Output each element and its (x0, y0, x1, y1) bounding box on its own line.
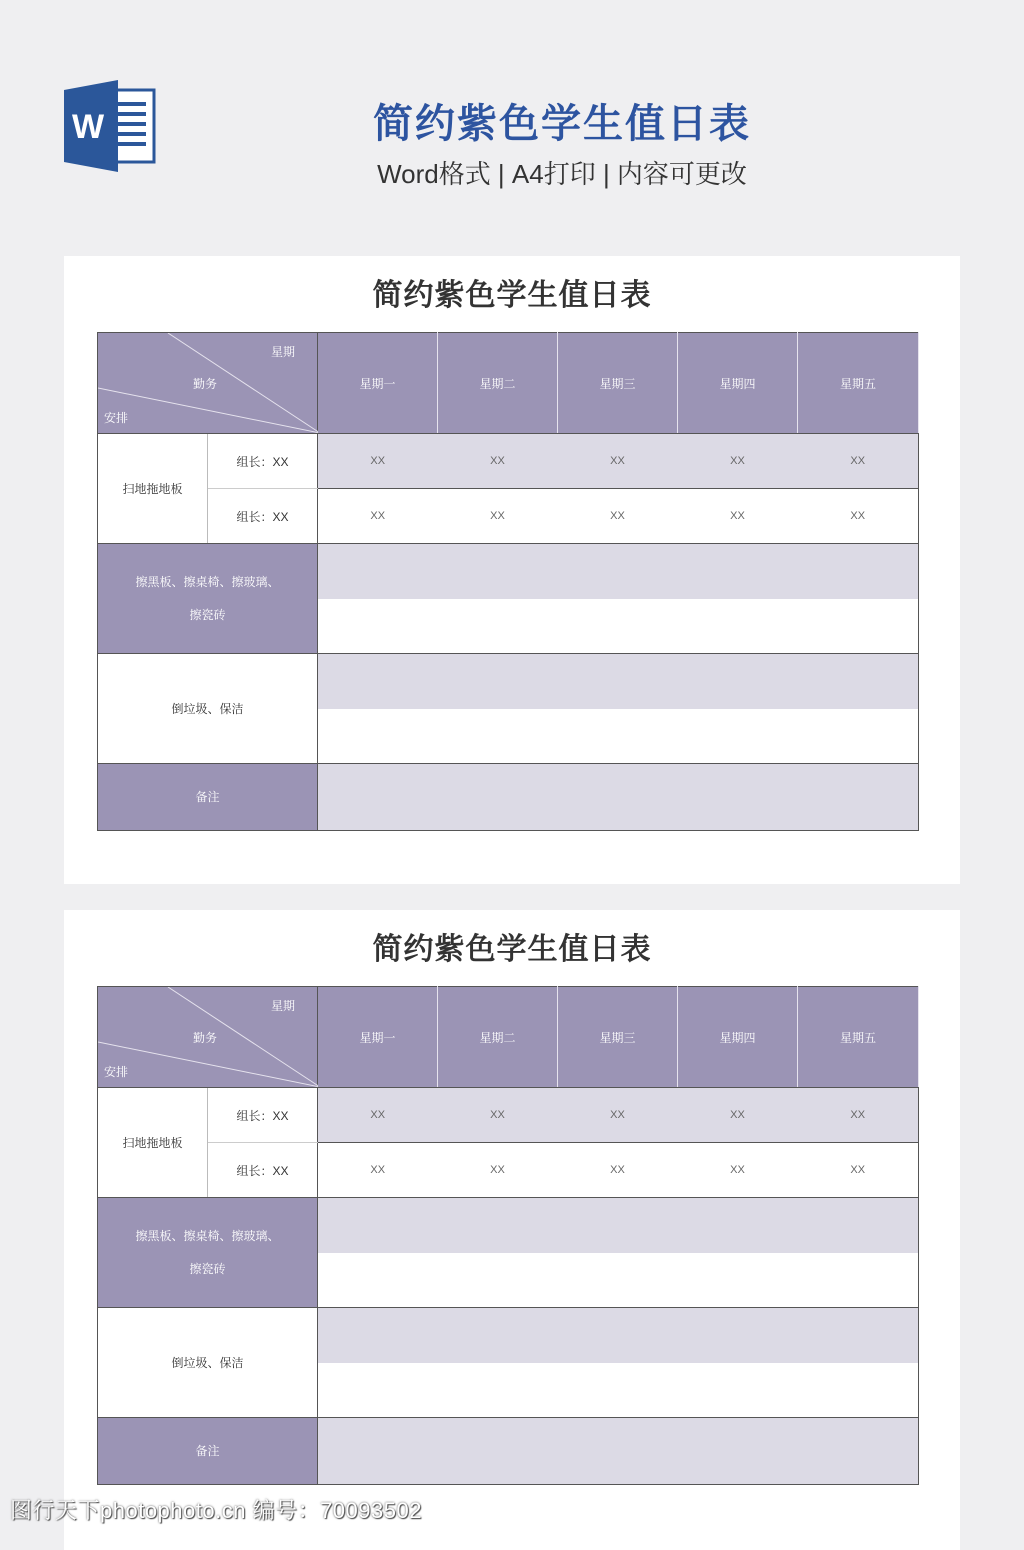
duty-cell: XX (678, 434, 798, 489)
task-label-wipe-line2: 擦瓷砖 (189, 607, 226, 622)
duty-sheet-1 (64, 256, 960, 884)
day-header-thu: 星期四 (678, 333, 798, 434)
table-row (98, 1143, 919, 1198)
page-subtitle: Word格式 | A4打印 | 内容可更改 (377, 159, 747, 189)
duty-cell: XX (438, 1143, 558, 1198)
duty-area (318, 599, 919, 654)
task-label-sweep: 扫地拖地板 (98, 1088, 208, 1198)
day-header-thu: 星期四 (678, 987, 798, 1088)
notes-label: 备注 (98, 1418, 318, 1485)
duty-cell: XX (558, 1088, 678, 1143)
day-header-tue: 星期二 (438, 987, 558, 1088)
leader-label: 组长：XX (208, 1088, 318, 1143)
task-label-trash: 倒垃圾、保洁 (98, 1308, 318, 1418)
duty-area (318, 544, 919, 599)
task-label-wipe-line2: 擦瓷砖 (189, 1261, 226, 1276)
duty-sheet-2 (64, 910, 960, 1550)
page-header (0, 0, 1024, 240)
task-label-wipe-line1: 擦黑板、擦桌椅、擦玻璃、 (135, 1228, 280, 1243)
sheet-title: 简约紫色学生值日表 (372, 933, 652, 966)
duty-cell: XX (558, 1143, 678, 1198)
duty-table (97, 332, 919, 831)
table-row (98, 654, 919, 709)
day-header-wed: 星期三 (558, 987, 678, 1088)
duty-cell: XX (318, 434, 438, 489)
word-logo-letter: W (71, 108, 105, 146)
duty-cell: XX (318, 1143, 438, 1198)
task-label-wipe (98, 1198, 318, 1308)
notes-area (318, 1418, 919, 1485)
leader-label: 组长：XX (208, 1143, 318, 1198)
notes-label: 备注 (98, 764, 318, 831)
table-row (98, 544, 919, 599)
duty-table (97, 986, 919, 1485)
leader-label: 组长：XX (208, 434, 318, 489)
day-header-mon: 星期一 (318, 987, 438, 1088)
corner-label-arrange: 安排 (104, 1065, 129, 1079)
leader-label: 组长：XX (208, 489, 318, 544)
duty-cell: XX (798, 434, 919, 489)
notes-area (318, 764, 919, 831)
task-label-wipe-line1: 擦黑板、擦桌椅、擦玻璃、 (135, 574, 280, 589)
table-header-row (98, 987, 919, 1088)
day-header-mon: 星期一 (318, 333, 438, 434)
duty-cell: XX (678, 1143, 798, 1198)
day-header-fri: 星期五 (798, 987, 919, 1088)
duty-cell: XX (678, 1088, 798, 1143)
page-title: 简约紫色学生值日表 (373, 102, 751, 146)
table-row (98, 764, 919, 831)
duty-cell: XX (678, 489, 798, 544)
duty-area (318, 709, 919, 764)
table-row (98, 1088, 919, 1143)
duty-cell: XX (438, 489, 558, 544)
duty-cell: XX (798, 489, 919, 544)
day-header-fri: 星期五 (798, 333, 919, 434)
duty-cell: XX (558, 489, 678, 544)
duty-cell: XX (798, 1088, 919, 1143)
duty-area (318, 1363, 919, 1418)
sheet-title: 简约紫色学生值日表 (372, 279, 652, 312)
duty-area (318, 1308, 919, 1363)
duty-cell: XX (438, 1088, 558, 1143)
corner-label-arrange: 安排 (104, 411, 129, 425)
corner-label-day: 星期 (270, 345, 295, 359)
duty-area (318, 654, 919, 709)
table-row (98, 1308, 919, 1363)
corner-label-task: 勤务 (193, 377, 218, 391)
task-label-sweep: 扫地拖地板 (98, 434, 208, 544)
duty-cell: XX (558, 434, 678, 489)
corner-header-cell (98, 333, 318, 434)
day-header-tue: 星期二 (438, 333, 558, 434)
duty-cell: XX (318, 489, 438, 544)
corner-label-day: 星期 (270, 999, 295, 1013)
duty-cell: XX (318, 1088, 438, 1143)
duty-area (318, 1198, 919, 1253)
table-header-row (98, 333, 919, 434)
table-row (98, 1198, 919, 1253)
duty-cell: XX (438, 434, 558, 489)
table-row (98, 489, 919, 544)
corner-header-cell (98, 987, 318, 1088)
corner-label-task: 勤务 (193, 1031, 218, 1045)
task-label-wipe (98, 544, 318, 654)
task-label-trash: 倒垃圾、保洁 (98, 654, 318, 764)
day-header-wed: 星期三 (558, 333, 678, 434)
table-row (98, 434, 919, 489)
duty-cell: XX (798, 1143, 919, 1198)
watermark: 图行天下photophoto.cn 编号：70093502 (10, 1498, 422, 1523)
duty-area (318, 1253, 919, 1308)
table-row (98, 1418, 919, 1485)
